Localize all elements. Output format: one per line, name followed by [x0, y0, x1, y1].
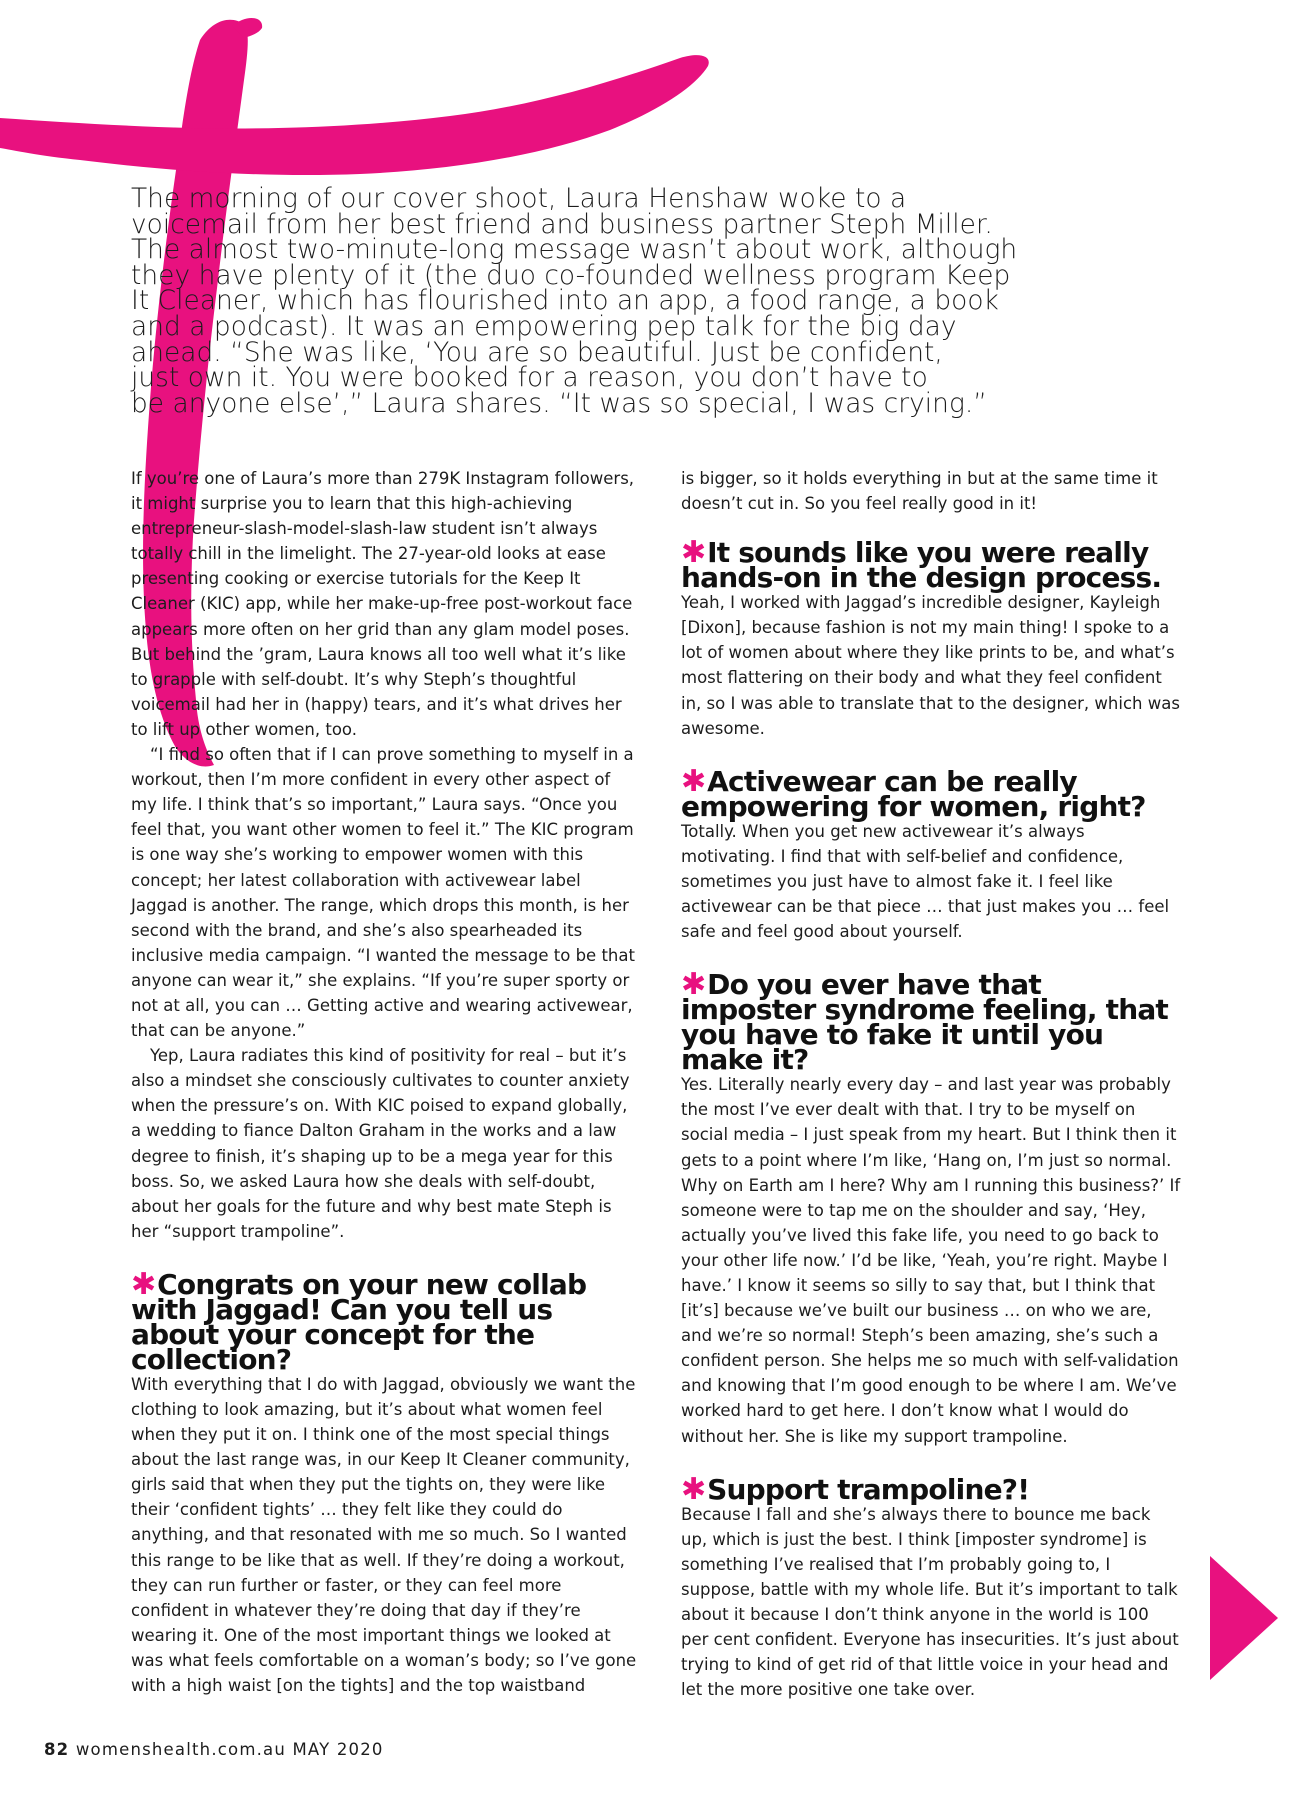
question-text: Activewear can be really empowering for women, right?: [681, 764, 1146, 823]
next-page-play-triangle-icon[interactable]: [1210, 1556, 1278, 1680]
body-paragraph: Yep, Laura radiates this kind of positivity for real – but it’s also a mindset she consciously cultivates to counter anxiety when the pressure’s on. With KIC poised to expand globally, a wedding to fiance Dalton Graham in the works and a law degree to finish, it’s shaping up to be a mega year for this boss. So, we asked Laura how she deals with self-doubt, about her goals for the future and why best mate Steph is her “support trampoline”.: [131, 1046, 630, 1241]
footer-text: womenshealth.com.au MAY 2020: [75, 1740, 384, 1759]
intro-line: and a podcast). It was an empowering pep talk for the big day: [131, 310, 957, 342]
answer-paragraph: Yeah, I worked with Jaggad’s incredible designer, Kayleigh [Dixon], because fashion is not my main thing! I spoke to a lot of women about where they like prints to be, and what’s most flattering on their body and what they feel confident in, so I was able to translate that to the designer, which was awesome.: [681, 593, 1180, 738]
intro-line: The almost two-minute-long message wasn’t about work, although: [131, 234, 1018, 266]
intro-paragraph: [131, 183, 1051, 419]
answer-paragraph: Because I fall and she’s always there to bounce me back up, which is just the best. I think [imposter syndrome] is something I’ve realised that I’m probably going to, I suppose, battle with my whole life. But it’s important to talk about it because I don’t think anyone in the world is 100 per cent confident. Everyone has insecurities. It’s just about trying to kind of get rid of that little voice in your head and let the more positive one take over.: [681, 1504, 1179, 1700]
page-number: 82: [44, 1740, 70, 1759]
question-text: Support trampoline?!: [707, 1472, 1030, 1506]
continued-paragraph: is bigger, so it holds everything in but at the same time it doesn’t cut in. So you feel really good in it!: [681, 469, 1158, 514]
question-heading: [681, 763, 1181, 823]
asterisk-star-icon: ✱: [681, 763, 707, 799]
question-heading: [681, 967, 1181, 1077]
body-paragraph: “I find so often that if I can prove something to myself in a workout, then I’m more confident in every other aspect of my life. I think that’s so important,” Laura says. “Once you feel that, you want other women to feel it.” The KIC program is one way she’s working to empower women with this concept; her latest collaboration with activewear label Jaggad is another. The range, which drops this month, is her second with the brand, and she’s also spearheaded its inclusive media campaign. “I wanted the message to be that anyone can wear it,” she explains. “If you’re super sporty or not at all, you can … Getting active and wearing activewear, that can be anyone.”: [131, 745, 635, 1041]
intro-line: be anyone else’,” Laura shares. “It was so special, I was crying.”: [131, 387, 988, 419]
page-footer: [44, 1740, 384, 1759]
intro-line: ahead. “She was like, ‘You are so beautiful. Just be confident,: [131, 336, 943, 368]
intro-line: they have plenty of it (the duo co-founded wellness program Keep: [131, 259, 1011, 291]
question-text: Congrats on your new collab with Jaggad! Can you tell us about your concept for the collection?: [131, 1267, 587, 1376]
question-heading: [681, 1471, 1181, 1507]
answer-paragraph: Totally. When you get new activewear it’s always motivating. I find that with self-belief and confidence, sometimes you just have to almost fake it. I feel like activewear can be that piece … that just makes you … feel safe and feel good about yourself.: [681, 821, 1170, 942]
intro-line: The morning of our cover shoot, Laura Henshaw woke to a: [131, 183, 907, 214]
intro-line: voicemail from her best friend and business partner Steph Miller.: [131, 208, 993, 240]
question-heading: [131, 1266, 639, 1376]
intro-line: It Cleaner, which has flourished into an app, a food range, a book: [131, 285, 999, 317]
intro-line: just own it. You were booked for a reason, you don’t have to: [131, 362, 928, 394]
question-text: It sounds like you were really hands-on in the design process.: [681, 536, 1162, 595]
asterisk-star-icon: ✱: [681, 1471, 707, 1507]
asterisk-star-icon: ✱: [681, 535, 707, 571]
asterisk-star-icon: ✱: [131, 1266, 157, 1302]
question-text: Do you ever have that imposter syndrome feeling, that you have to fake it until you make it?: [681, 968, 1169, 1077]
question-heading: [681, 535, 1181, 595]
asterisk-star-icon: ✱: [681, 967, 707, 1003]
answer-paragraph: Yes. Literally nearly every day – and last year was probably the most I’ve ever dealt with that. I try to be myself on social media – I just speak from my heart. But I think then it gets to a point where I’m like, ‘Hang on, I’m just so normal. Why on Earth am I here? Why am I running this business?’ If someone were to tap me on the shoulder and say, ‘Hey, actually you’ve lived this fake life, you need to go back to your other life now.’ I’d be like, ‘Yeah, you’re right. Maybe I have.’ I know it seems so silly to say that, but I think that [it’s] because we’ve built our business … on who we are, and we’re so normal! Steph’s been amazing, she’s such a confident person. She helps me so much with self-validation and knowing that I’m good enough to be where I am. We’ve worked hard to get here. I don’t know what I would do without her. She is like my support trampoline.: [681, 1075, 1181, 1446]
right-column: [681, 466, 1181, 1702]
body-paragraph: If you’re one of Laura’s more than 279K Instagram followers, it might surprise you to learn that this high-achieving entrepreneur-slash-model-slash-law student isn’t always totally chill in the limelight. The 27-year-old looks at ease presenting cooking or exercise tutorials for the Keep It Cleaner (KIC) app, while her make-up-free post-workout face appears more often on her grid than any glam model poses. But behind the ’gram, Laura knows all too well what it’s like to grapple with self-doubt. It’s why Steph’s thoughtful voicemail had her in (happy) tears, and it’s what drives her to lift up other women, too.: [131, 469, 635, 739]
answer-paragraph: With everything that I do with Jaggad, obviously we want the clothing to look amazing, but it’s about what women feel when they put it on. I think one of the most special things about the last range was, in our Keep It Cleaner community, girls said that when they put the tights on, they were like their ‘confident tights’ … they felt like they could do anything, and that resonated with me so much. So I wanted this range to be like that as well. If they’re doing a workout, they can run further or faster, or they can feel more confident in whatever they’re doing that day if they’re wearing it. One of the most important things we looked at was what feels comfortable on a woman’s body; so I’ve gone with a high waist [on the tights] and the top waistband: [131, 1374, 637, 1696]
left-column: [131, 466, 639, 1698]
